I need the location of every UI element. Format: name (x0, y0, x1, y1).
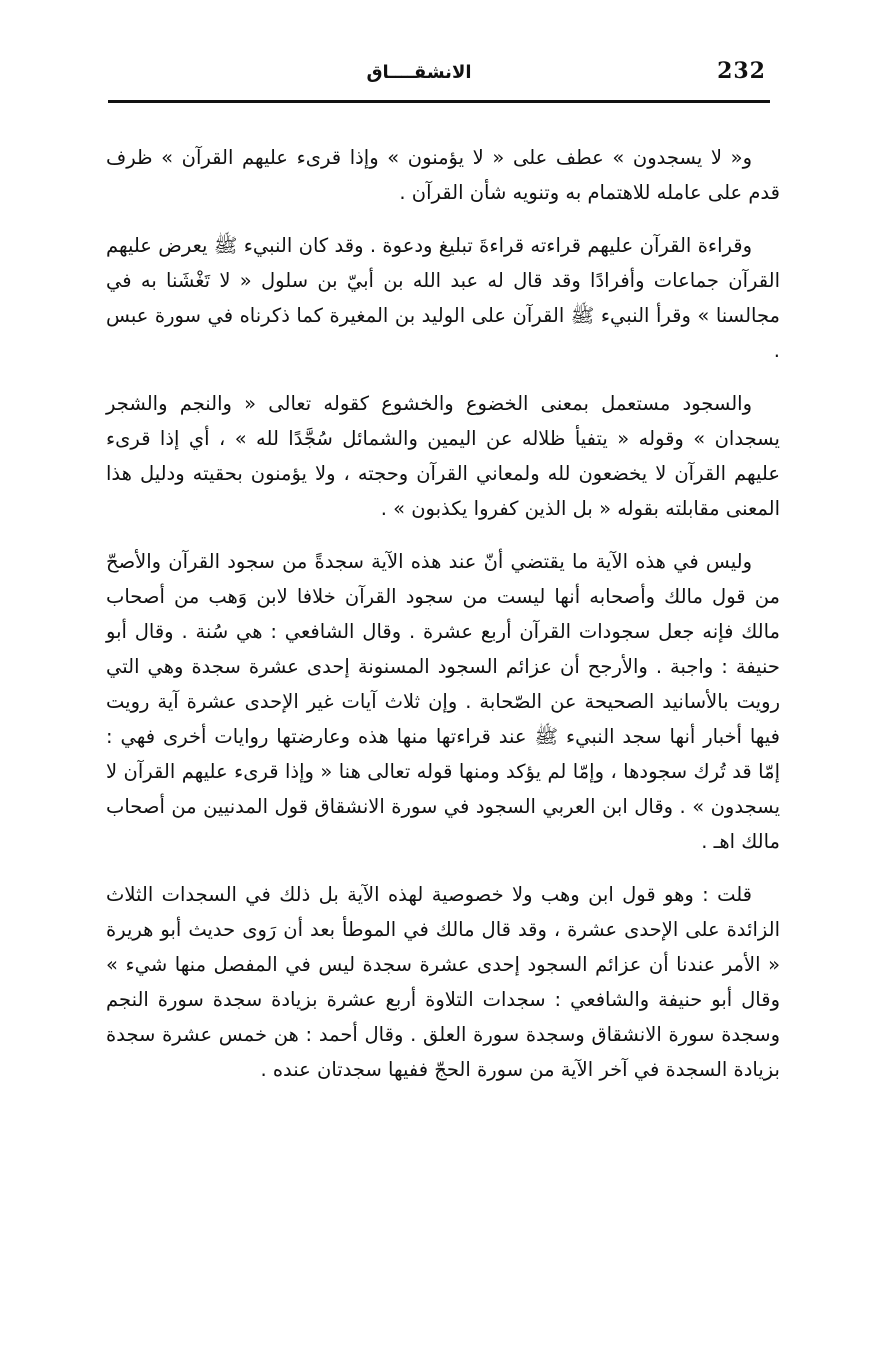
header-rule (108, 100, 770, 103)
body-text (106, 140, 780, 1087)
paragraph-1: و« لا يسجدون » عطف على « لا يؤمنون » وإذا قرىء عليهم القرآن » ظرف قدم على عامله للاهتمام به وتنويه شأن القرآن . (106, 146, 780, 204)
page-number: 232 (717, 58, 766, 84)
paragraph-3: والسجود مستعمل بمعنى الخضوع والخشوع كقوله تعالى « والنجم والشجر يسجدان » وقوله « يتفيأ ظلاله عن اليمين والشمائل سُجَّدًا لله » ، أي إذا قرىء عليهم القرآن لا يخضعون لله ولمعاني القرآن وحجته ، ولا يؤمنون بحقيته ودليل هذا المعنى مقابلته بقوله « بل الذين كفروا يكذبون » . (106, 392, 780, 520)
running-title: الانشقــــاق (366, 62, 472, 83)
paragraph-5: قلت : وهو قول ابن وهب ولا خصوصية لهذه الآية بل ذلك في السجدات الثلاث الزائدة على الإحدى عشرة ، وقد قال مالك في الموطأ بعد أن رَوى حديث أبو هريرة « الأمر عندنا أن عزائم السجود إحدى عشرة سجدة ليس في المفصل منها شيء » وقال أبو حنيفة والشافعي : سجدات التلاوة أربع عشرة بزيادة سجدة سورة النجم وسجدة سورة الانشقاق وسجدة سورة العلق . وقال أحمد : هن خمس عشرة سجدة بزيادة السجدة في آخر الآية من سورة الحجّ ففيها سجدتان عنده . (106, 883, 780, 1081)
paragraph-2: وقراءة القرآن عليهم قراءته قراءةَ تبليغ ودعوة . وقد كان النبيء ﷺ يعرض عليهم القرآن جماعات وأفرادًا وقد قال له عبد الله بن أبيّ بن سلول « لا تَغْشَنا به في مجالسنا » وقرأ النبيء ﷺ القرآن على الوليد بن المغيرة كما ذكرناه في سورة عبس . (106, 234, 780, 362)
page-header (108, 52, 770, 98)
paragraph-4: وليس في هذه الآية ما يقتضي أنّ عند هذه الآية سجدةً من سجود القرآن والأصحّ من قول مالك وأصحابه أنها ليست من سجود القرآن خلافا لابن وَهب من أصحاب مالك فإنه جعل سجودات القرآن أربع عشرة . وقال الشافعي : هي سُنة . وقال أبو حنيفة : واجبة . والأرجح أن عزائم السجود المسنونة إحدى عشرة سجدة وهي التي رويت بالأسانيد الصحيحة عن الصّحابة . وإن ثلاث آيات غير الإحدى عشرة آية رويت فيها أخبار أنها سجد النبيء ﷺ عند قراءتها منها هذه وعارضتها روايات أخرى فهي : إمّا قد تُرك سجودها ، وإمّا لم يؤكد ومنها قوله تعالى هنا « وإذا قرىء عليهم القرآن لا يسجدون » . وقال ابن العربي السجود في سورة الانشقاق قول المدنيين من أصحاب مالك اهـ . (106, 550, 780, 853)
